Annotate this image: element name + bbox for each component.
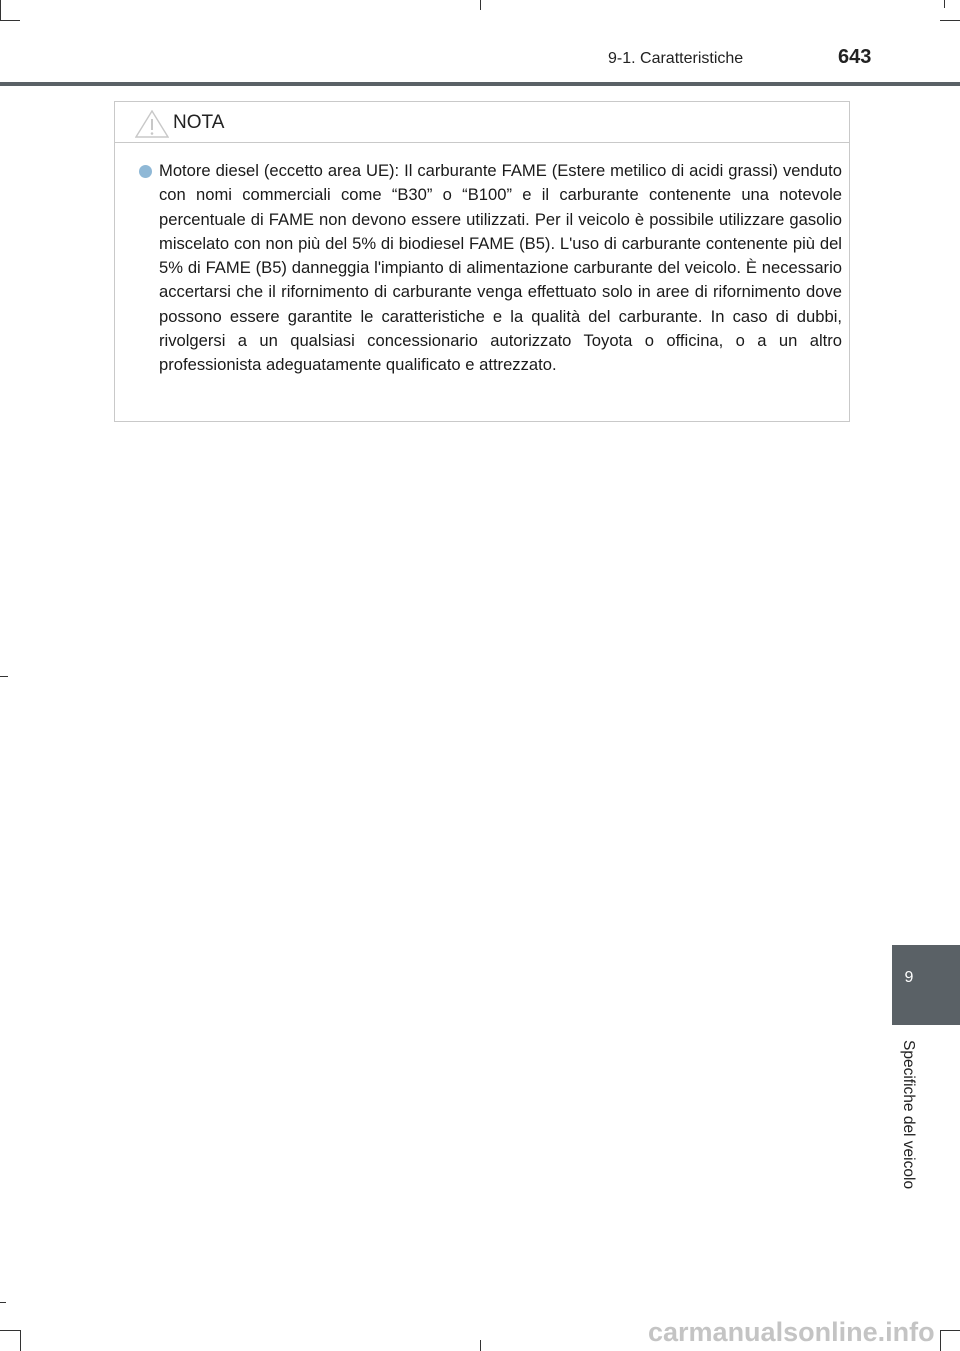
crop-mark-bottom-left-v bbox=[20, 1330, 21, 1351]
chapter-number: 9 bbox=[904, 969, 914, 986]
chapter-tab bbox=[892, 945, 960, 1025]
note-box bbox=[114, 101, 850, 422]
note-title: NOTA bbox=[173, 112, 225, 133]
crop-mark-top-mid bbox=[480, 0, 481, 10]
crop-mark-top-right-h bbox=[940, 20, 960, 21]
note-paragraph: Motore diesel (eccetto area UE): Il carburante FAME (Estere metilico di acidi grassi) venduto con nomi commerciali come “B30” o “B100” e il carburante contenente una notevole percentuale di FAME non devono essere utilizzati. Per il veicolo è possibile utilizzare gasolio miscelato con non più del 5% di biodiesel FAME (B5). L'uso di carburante contenente più del 5% di FAME (B5) danneggia l'impianto di alimentazione carburante del veicolo. È necessario accertarsi che il rifornimento di carburante venga effettuato solo in aree di rifornimento dove possono essere garantite le caratteristiche e la qualità del carburante. In caso di dubbi, rivolgersi a un qualsiasi concessionario autorizzato Toyota o officina, o a un altro professionista adeguatamente qualificato e attrezzato. bbox=[159, 161, 842, 375]
crop-mark-left-low bbox=[0, 1302, 6, 1303]
watermark: carmanualsonline.info bbox=[648, 1317, 935, 1347]
crop-mark-top-right-v bbox=[944, 0, 945, 8]
crop-mark-top-left-h bbox=[0, 20, 20, 21]
header-rule bbox=[0, 82, 960, 86]
note-header bbox=[115, 102, 849, 143]
warning-triangle-icon bbox=[135, 110, 169, 138]
crop-mark-bottom-right-h bbox=[940, 1330, 960, 1331]
page-number: 643 bbox=[838, 46, 872, 68]
note-body bbox=[139, 159, 842, 378]
crop-mark-left-mid bbox=[0, 676, 8, 677]
crop-mark-top-left-v bbox=[0, 0, 1, 20]
crop-mark-bottom-mid bbox=[480, 1340, 481, 1351]
crop-mark-bottom-right-v bbox=[940, 1330, 941, 1351]
crop-mark-bottom-left-h bbox=[0, 1330, 20, 1331]
bullet-icon bbox=[139, 165, 152, 178]
section-title: 9-1. Caratteristiche bbox=[608, 50, 744, 67]
chapter-label: Specifiche del veicolo bbox=[900, 1040, 917, 1190]
